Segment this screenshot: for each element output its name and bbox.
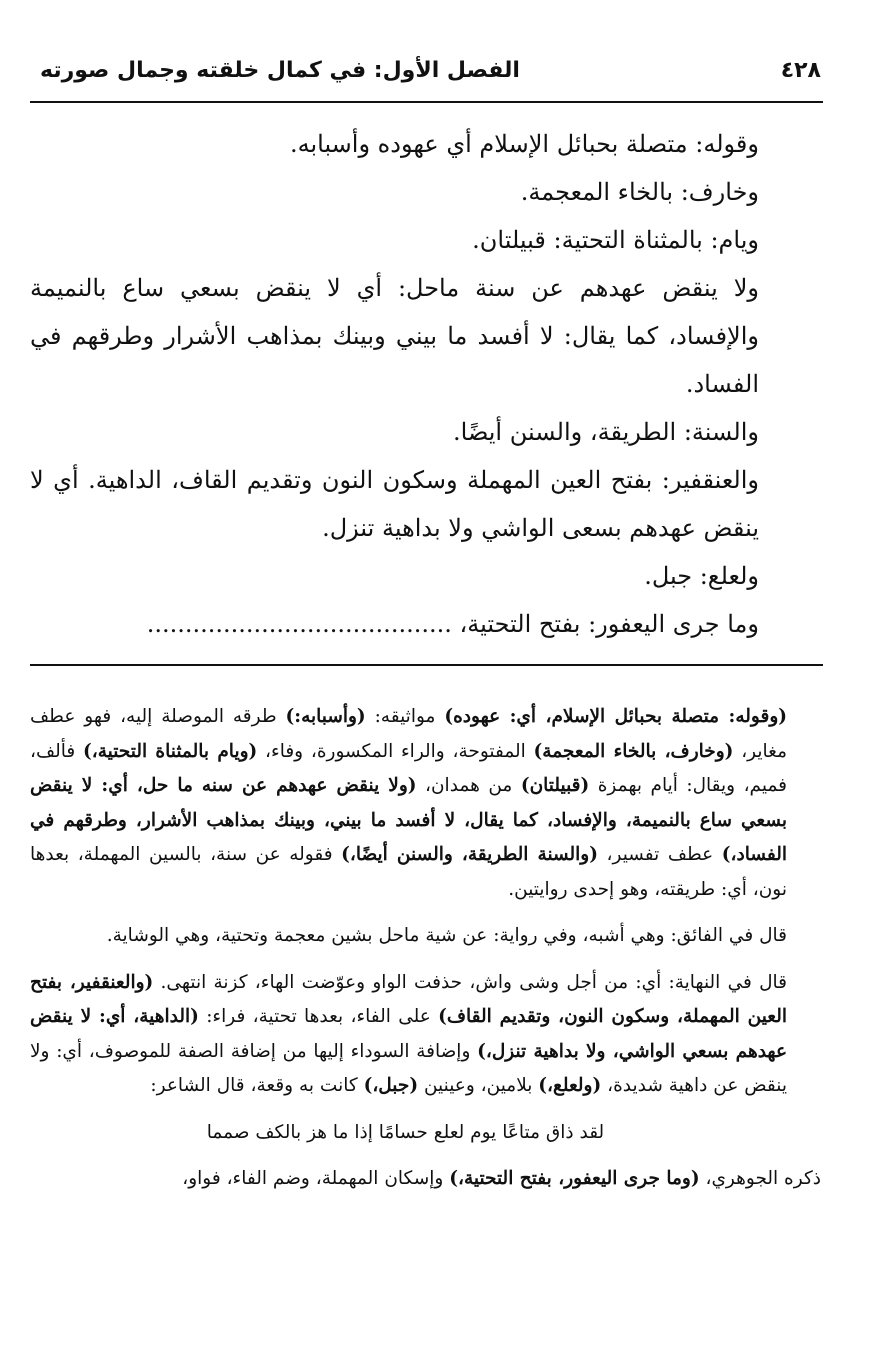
quoted-text: (والعنقفير، بفتح العين المهملة، وسكون النون، وتقديم القاف) [30, 971, 787, 1027]
commentary-text: وإضافة السوداء إليها من إضافة الصفة للموصوف، أي: ولا ينقض عن داهية شديدة، [30, 1040, 787, 1096]
quoted-text: (ولعلع،) [538, 1075, 602, 1096]
main-line: ويام: بالمثناة التحتية: قبيلتان. [472, 226, 759, 254]
quoted-text: (وأسبابه:) [285, 706, 366, 727]
quoted-text: (وما جرى اليعفور، بفتح التحتية،) [449, 1168, 700, 1189]
commentary-text: عطف تفسير، [598, 844, 722, 865]
footnote-separator [30, 664, 823, 666]
main-paragraph: والعنقفير: بفتح العين المهملة وسكون النون وتقديم القاف، الداهية. أي لا ينقض عهدهم بسعى الواشي ولا بداهية تنزل. [30, 466, 759, 542]
commentary [30, 700, 821, 1197]
poetry-verse: لقد ذاق متاعًا يوم لعلع حسامًا إذا ما هز بالكف صمما [206, 1121, 605, 1143]
quoted-text: (والسنة الطريقة، والسنن أيضًا،) [341, 844, 598, 865]
commentary-text: المفتوحة، والراء المكسورة، وفاء، [257, 740, 534, 762]
commentary-text: طرقه الموصلة إليه، فهو عطف مغاير، [30, 706, 787, 762]
quoted-text: (ويام بالمثناة التحتية،) [83, 740, 258, 762]
page-number: ٤٢٨ [780, 58, 821, 83]
commentary-paragraph: قال في الفائق: وهي أشبه، وفي رواية: عن شية ماحل بشين معجمة وتحتية، وهي الوشاية. [106, 925, 787, 946]
quoted-text: (جبل،) [363, 1075, 419, 1096]
main-paragraph: ولا ينقض عهدهم عن سنة ماحل: أي لا ينقض بسعي ساع بالنميمة والإفساد، كما يقال: لا أفسد ما بيني وبينك بمذاهب الأشرار وطرقهم في الفساد. [30, 274, 759, 398]
running-title: الفصل الأول: في كمال خلقته وجمال صورته [40, 58, 520, 83]
commentary-text: مواثيقه: [365, 706, 445, 727]
header-rule [30, 101, 823, 103]
main-line: وخارف: بالخاء المعجمة. [520, 178, 759, 206]
quoted-text: (الداهية، أي: لا ينقض عهدهم بسعي الواشي، ولا بداهية تنزل،) [30, 1006, 787, 1062]
commentary-text: ذكره الجوهري، [699, 1168, 821, 1189]
page-header [40, 52, 821, 98]
commentary-text: وإسكان المهملة، وضم الفاء، فواو، [182, 1168, 450, 1189]
main-line: وما جرى اليعفور: بفتح التحتية، ........................................ [146, 610, 759, 638]
commentary-paragraph [30, 1162, 821, 1197]
commentary-paragraph [30, 966, 821, 1104]
quoted-text: (قبيلتان) [520, 775, 590, 796]
quoted-text: (وقوله: متصلة بحبائل الإسلام، أي: عهوده) [444, 706, 788, 727]
quoted-text: (وخارف، بالخاء المعجمة) [533, 740, 734, 762]
commentary-text: فألف، فميم، ويقال: أيام بهمزة [30, 740, 787, 796]
main-text [30, 120, 821, 648]
commentary-text: فقوله عن سنة، بالسين المهملة، بعدها نون، أي: طريقته، وهو إحدى روايتين. [30, 844, 787, 900]
main-line: ولعلع: جبل. [644, 562, 759, 590]
commentary-text: من همدان، [416, 775, 521, 796]
commentary-text: على الفاء، بعدها تحتية، فراء: [198, 1006, 439, 1027]
commentary-text: بلامين، وعينين [418, 1075, 539, 1096]
main-line: والسنة: الطريقة، والسنن أيضًا. [453, 418, 759, 446]
commentary-text: كانت به وقعة، قال الشاعر: [150, 1075, 364, 1096]
commentary-text: قال في النهاية: أي: من أجل وشى واش، حذفت الواو وعوّضت الهاء، كزنة انتهى. [153, 971, 787, 993]
main-line: وقوله: متصلة بحبائل الإسلام أي عهوده وأسبابه. [289, 130, 759, 158]
quoted-text: (ولا ينقض عهدهم عن سنه ما حل، أي: لا ينقض بسعي ساع بالنميمة، والإفساد، كما يقال، لا أفسد ما بيني، وبينك بمذاهب الأشرار، وطرقهم في الفساد،) [30, 775, 787, 865]
commentary-paragraph [30, 700, 821, 907]
